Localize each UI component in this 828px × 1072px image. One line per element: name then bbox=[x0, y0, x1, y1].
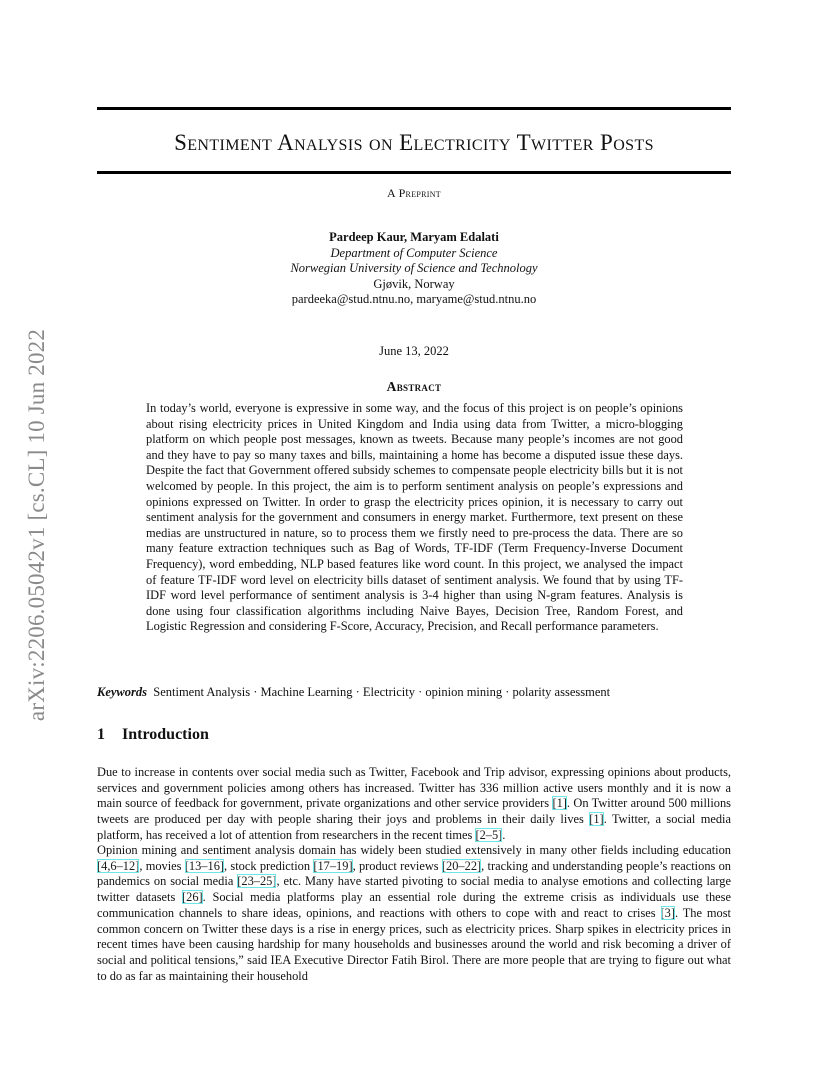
section-title: Introduction bbox=[122, 726, 209, 743]
intro-paragraph-1 bbox=[97, 765, 731, 844]
author-names: Pardeep Kaur, Maryam Edalati bbox=[329, 230, 499, 244]
text-run: . On Twitter around 500 millions tweets are produced per day with people sharing their joys and problems in their daily lives bbox=[97, 796, 731, 827]
title-rule-top bbox=[97, 107, 731, 110]
citation-link[interactable]: [20–22] bbox=[441, 858, 482, 873]
abstract-text: In today’s world, everyone is expressive in some way, and the focus of this project is on people’s opinions about rising electricity prices in United Kingdom and India using data from Twitter, a micro-blogging platform on which people post messages, known as tweets. Because many people’s incomes are not good and they have to pay so many taxes and bills, maintaining a home has become a disputed issue these days. Despite the fact that Government offered subsidy schemes to compensate people electricity bills but it is not welcomed by people. In this project, the aim is to perform sentiment analysis on people’s expressions and opinions expressed on Twitter. In order to grasp the electricity prices opinion, it is necessary to carry out sentiment analysis for the government and consumers in energy market. Furthermore, text present on these medias are unstructured in nature, so to process them we firstly need to pre-process the data. There are so many feature extraction techniques such as Bag of Words, TF-IDF (Term Frequency-Inverse Document Frequency), word embedding, NLP based features like word count. In this project, we analysed the impact of feature TF-IDF word level on electricity bills dataset of sentiment analysis. We found that by using TF-IDF word level performance of sentiment analysis is 3-4 higher than using N-gram features. Analysis is done using four classification algorithms including Naive Bayes, Decision Tree, Random Forest, and Logistic Regression and considering F-Score, Accuracy, Precision, and Recall performance parameters. bbox=[146, 401, 683, 634]
citation-link[interactable]: [17–19] bbox=[313, 858, 353, 873]
intro-paragraph-2 bbox=[97, 843, 731, 984]
arxiv-identifier bbox=[20, 290, 54, 760]
citation-link[interactable]: [1] bbox=[552, 796, 567, 811]
keywords-text: Sentiment Analysis · Machine Learning · Electricity · opinion mining · polarity assessment bbox=[153, 685, 611, 699]
citation-link[interactable]: [2–5] bbox=[475, 827, 503, 842]
section-number: 1 bbox=[97, 726, 105, 743]
author-department: Department of Computer Science bbox=[330, 245, 498, 260]
keywords-line bbox=[97, 684, 731, 700]
citation-link[interactable]: [26] bbox=[182, 890, 203, 905]
text-run: , stock prediction bbox=[224, 858, 314, 873]
text-run: , product reviews bbox=[352, 858, 442, 873]
text-run: . Social media platforms play an essential role during the extreme crisis as individuals use these communication channels to share ideas, opinions, and reactions with others to cope with and react to crises bbox=[97, 890, 731, 920]
author-emails: pardeeka@stud.ntnu.no, maryame@stud.ntnu.no bbox=[291, 292, 537, 306]
text-run: . Twitter, a social media platform, has received a lot of attention from researchers in the recent times bbox=[97, 812, 731, 842]
text-run: , etc. Many have started pivoting to social media to analyse emotions and collecting large twitter datasets bbox=[97, 874, 731, 905]
author-location: Gjøvik, Norway bbox=[373, 276, 455, 291]
citation-link[interactable]: [1] bbox=[589, 812, 604, 827]
abstract-heading: Abstract bbox=[386, 379, 442, 394]
text-run: Due to increase in contents over social media such as Twitter, Facebook and Trip advisor, expressing opinions about products, services and government policies among others has increased. Twitter has 336 million active users monthly and it is now a main source of feedback for government, private organizations and other service providers bbox=[97, 765, 731, 811]
preprint-label: A Preprint bbox=[386, 186, 441, 200]
author-university: Norwegian University of Science and Technology bbox=[290, 261, 538, 275]
section-heading-introduction bbox=[97, 726, 731, 744]
paper-title: Sentiment Analysis on Electricity Twitter Posts bbox=[174, 130, 654, 155]
citation-link[interactable]: [23–25] bbox=[237, 874, 277, 889]
text-run: , tracking and understanding people’s reactions on pandemics on social media bbox=[97, 858, 731, 889]
arxiv-identifier-text: arXiv:2206.05042v1 [cs.CL] 10 Jun 2022 bbox=[24, 328, 49, 722]
text-run: , movies bbox=[139, 858, 185, 873]
citation-link[interactable]: [4,6–12] bbox=[97, 858, 140, 873]
author-block bbox=[97, 230, 731, 308]
paper-date: June 13, 2022 bbox=[379, 344, 449, 358]
text-run: Opinion mining and sentiment analysis domain has widely been studied extensively in many other fields including education bbox=[97, 843, 731, 857]
text-run: . The most common concern on Twitter these days is a rise in energy prices, such as electricity prices. Sharp spikes in electricity prices in recent times have been causing hardship for many households and businesses around the world and risk becoming a driver of social and political tensions,” said IEA Executive Director Fatih Birol. There are more people that are trying to figure out what to do as far as maintaining their household bbox=[97, 905, 731, 983]
keywords-label: Keywords bbox=[97, 685, 147, 699]
text-run: . bbox=[502, 827, 506, 842]
title-rule-bottom bbox=[97, 171, 731, 174]
citation-link[interactable]: [3] bbox=[660, 905, 675, 920]
citation-link[interactable]: [13–16] bbox=[184, 858, 225, 873]
